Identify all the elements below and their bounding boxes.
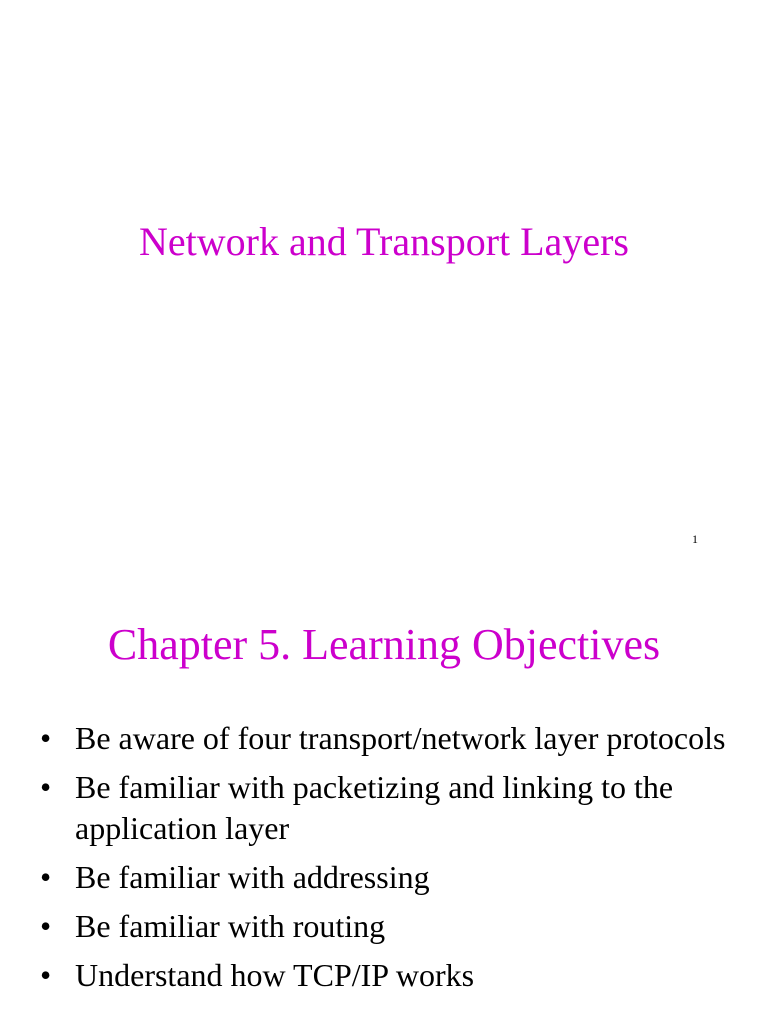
bullet-icon: • (40, 720, 52, 756)
objective-item (40, 718, 740, 759)
bullet-icon: • (40, 769, 52, 805)
objective-item (40, 857, 740, 898)
slide-2-title: Chapter 5. Learning Objectives (107, 620, 661, 669)
bullet-icon: • (40, 859, 52, 895)
objective-text: Be familiar with addressing (75, 859, 430, 895)
objective-item (40, 955, 740, 996)
page-number: 1 (692, 532, 698, 546)
objective-text: Be familiar with routing (75, 908, 386, 944)
objective-text: Understand how TCP/IP works (75, 957, 475, 993)
learning-objectives-list (40, 718, 740, 1004)
bullet-icon: • (40, 957, 52, 993)
bullet-icon: • (40, 908, 52, 944)
slide-2 (0, 576, 768, 1024)
objective-item (40, 906, 740, 947)
objective-text: Be familiar with packetizing and linking to the application layer (75, 769, 674, 846)
objective-item (40, 767, 740, 849)
slide-1-title: Network and Transport Layers (139, 219, 629, 264)
objective-text: Be aware of four transport/network layer protocols (75, 720, 726, 756)
